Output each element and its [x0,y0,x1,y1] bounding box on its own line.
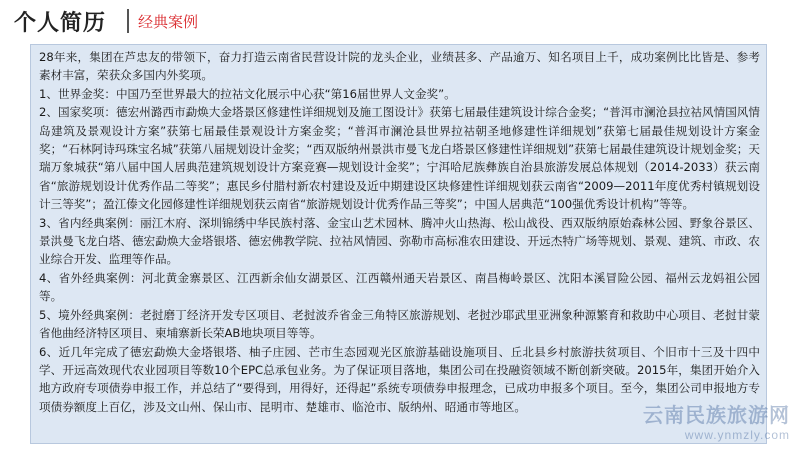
header [0,0,800,38]
overseas-cases-paragraph: 5、境外经典案例：老挝磨丁经济开发专区项目、老挝波乔省金三角特区旅游规划、老挝沙耶武里亚洲象种源繁育和救助中心项目、老挝甘蒙省他曲经济特区项目、柬埔寨新长荣AB地块项目等等。 [39,307,760,341]
recent-projects-paragraph: 6、近几年完成了德宏勐焕大金塔银塔、柚子庄园、芒市生态园观光区旅游基础设施项目、丘北县乡村旅游扶贫项目、个旧市十三及十四中学、开远高效现代农业园项目等数10个EPC总承包业务。为了保证项目落地，集团公司在投融资领域不断创新突破。2015年，集团开始介入地方政府专项债券申报工作，并总结了“要得到，用得好，还得起”系统专项债券申报理念，已成功申报多个项目。至今，集团公司申报地方专项债券额度上百亿，涉及文山州、保山市、昆明市、楚雄市、临沧市、版纳州、昭通市等地区。 [39,344,760,414]
content-panel [30,44,767,444]
page-title: 个人简历 [14,11,107,36]
watermark-url: www.ynmzly.com [684,428,790,442]
title-divider [127,9,129,33]
world-award-paragraph: 1、世界金奖：中国乃至世界最大的拉祜文化展示中心获“第16届世界人文金奖”。 [39,86,456,101]
province-cases-paragraph: 3、省内经典案例：丽江木府、深圳锦绣中华民族村落、金宝山艺术园林、腾冲火山热海、松山战役、西双版纳原始森林公园、野象谷景区、景洪曼飞龙白塔、德宏勐焕大金塔银塔、德宏佛教学院、拉祜风情园、弥勒市高标准农田建设、开远杰特广场等规划、景观、建筑、市政、农业综合开发、监理等作品。 [39,215,760,267]
watermark-logo: 云南民族旅游网 [643,403,790,427]
section-subtitle: 经典案例 [138,13,199,31]
intro-paragraph: 28年来，集团在芦忠友的带领下，奋力打造云南省民营设计院的龙头企业，业绩甚多、产品逾万、知名项目上千，成功案例比比皆是、参考素材丰富，荣获众多国内外奖项。 [39,50,760,83]
national-award-paragraph: 2、国家奖项：德宏州潞西市勐焕大金塔景区修建性详细规划及施工图设计》获第七届最佳建筑设计综合金奖；“普洱市澜沧县拉祜风情国风情岛建筑及景观设计方案”获第七届最佳景观设计方案金奖；“普洱市澜沧县世界拉祜朝圣地修建性详细规划”获第七届最佳规划设计方案金奖；“石林阿诗玛珠宝名城”获第八届规划设计金奖；“西双版纳州景洪市曼飞龙白塔景区修建性详细规划”获第七届最佳建筑设计规划金奖；天瑞万象城获“第八届中国人居典范建筑规划设计方案竞赛—规划设计金奖”；宁洱哈尼族彝族自治县旅游发展总体规划（2014-2033）获云南省“旅游规划设计优秀作品二等奖”；惠民乡付腊村新农村建设及近中期建设区块修建性详细规划获云南省“2009—2011年度优秀村镇规划设计三等奖”；盈江傣文化园修建性详细规划获云南省“旅游规划设计优秀作品三等奖”；中国人居典范“100强优秀设计机构”等等。 [39,105,760,212]
outside-province-cases-paragraph: 4、省外经典案例：河北黄金寨景区、江西新余仙女湖景区、江西赣州通天岩景区、南昌梅岭景区、沈阳本溪冒险公园、福州云龙妈祖公园等。 [39,270,760,304]
